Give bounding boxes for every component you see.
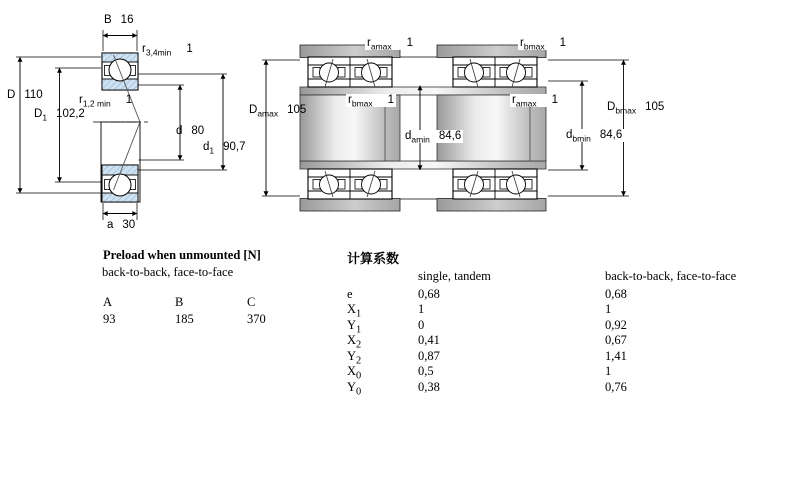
shaft-shoulder-band-bottom bbox=[300, 161, 546, 169]
dim-Damax: $D_{amax}$ 105 bbox=[249, 104, 307, 119]
dim-Dbmax: $D_{bmax}$ 105 bbox=[607, 101, 665, 116]
ball-bottom bbox=[109, 174, 131, 196]
factors-row-x0: $X_0$ 0,5 1 bbox=[347, 364, 612, 382]
preload-col-a: A 93 bbox=[103, 295, 116, 326]
factors-col1-header: single, tandem bbox=[418, 269, 491, 283]
preload-title: Preload when unmounted [N] bbox=[103, 248, 261, 262]
dim-D: D 110 bbox=[7, 89, 43, 101]
factors-row-x1: $X_1$ 1 1 bbox=[347, 302, 612, 320]
preload-col-b: B 185 bbox=[175, 295, 194, 326]
preload-col-c: C 370 bbox=[247, 295, 266, 326]
dim-d1: $d_1$ 90,7 bbox=[203, 141, 246, 156]
dim-D1: $D_1$ 102,2 bbox=[34, 108, 85, 123]
arrangement-figure-a bbox=[262, 45, 437, 211]
factors-title: 计算系数 bbox=[347, 251, 400, 266]
factors-row-e: e 0,68 0,68 bbox=[347, 287, 627, 301]
dim-dbmin: $d_{bmin}$ 84,6 bbox=[566, 129, 623, 144]
dim-B: B 16 bbox=[104, 14, 134, 26]
housing-bottom bbox=[437, 199, 546, 212]
dim-rbmax-b: $r_{bmax}$ 1 bbox=[520, 37, 567, 52]
dim-damin: $d_{amin}$ 84,6 bbox=[405, 130, 462, 145]
preload-subtitle: back-to-back, face-to-face bbox=[102, 265, 234, 279]
dim-ramax-b: $r_{amax}$ 1 bbox=[512, 94, 559, 109]
ball-top bbox=[109, 59, 131, 81]
factors-row-y1: $Y_1$ 0 0,92 bbox=[347, 317, 627, 335]
dim-ramax-a: $r_{amax}$ 1 bbox=[367, 37, 414, 52]
factors-row-x2: $X_2$ 0,41 0,67 bbox=[347, 333, 627, 351]
dim-rbmax-a: $r_{bmax}$ 1 bbox=[348, 94, 395, 109]
arrangement-figure-b bbox=[437, 45, 629, 211]
dim-d: d 80 bbox=[176, 125, 205, 137]
dim-r12: $r_{1,2 min}$ 1 bbox=[79, 94, 133, 109]
factors-row-y2: $Y_2$ 0,87 1,41 bbox=[347, 348, 627, 366]
factors-row-y0: $Y_0$ 0,38 0,76 bbox=[347, 380, 627, 398]
housing-bottom bbox=[300, 199, 400, 212]
dim-r34: $r_{3,4min}$ 1 bbox=[142, 43, 193, 58]
dim-a: a 30 bbox=[107, 219, 136, 231]
factors-col2-header: back-to-back, face-to-face bbox=[605, 269, 737, 283]
